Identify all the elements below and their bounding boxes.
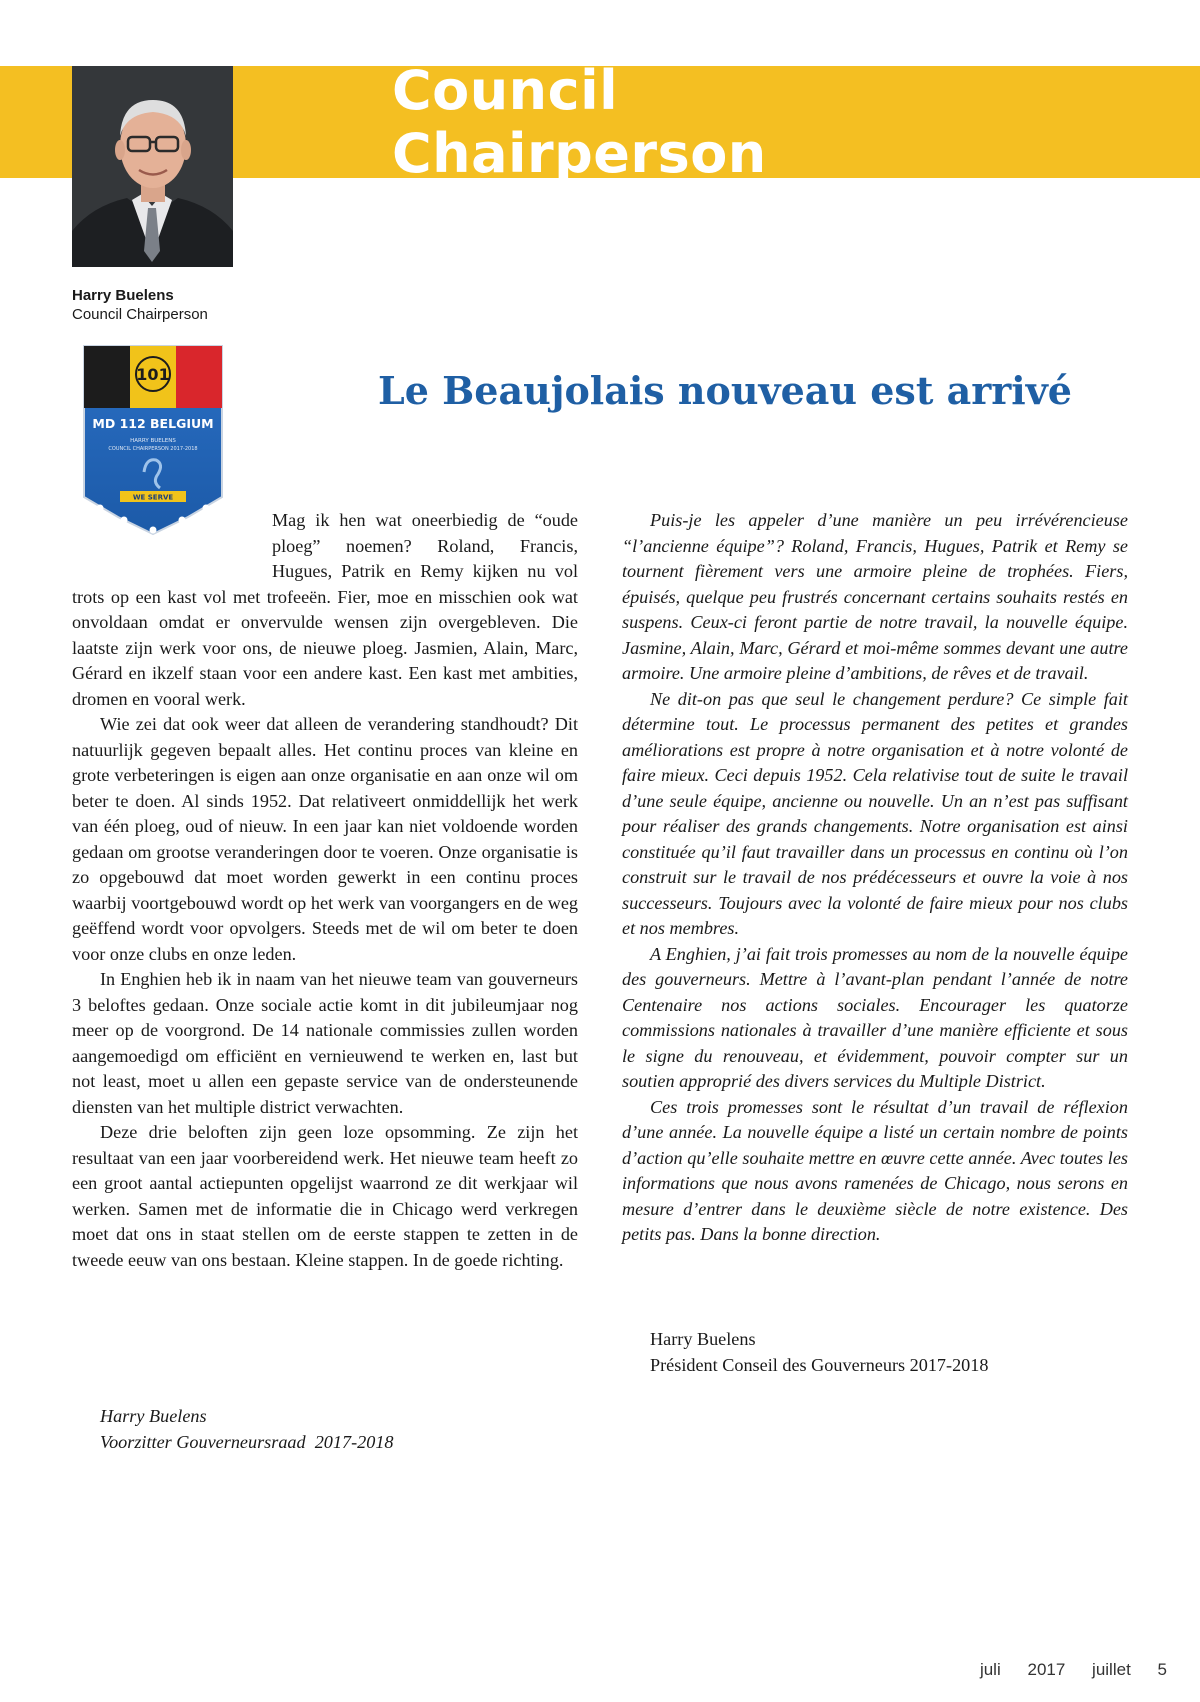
french-paragraph: A Enghien, j’ai fait trois promesses au nom de la nouvelle équipe des gouverneurs. Mettre à l’avant-plan pendant l’année de notre Centenaire nos actions sociales. Encourager les quatorze commissions nationales à travailler d’une manière efficiente et sous le signe du renouveau, et évidemment, pouvoir compter sur un soutien approprié des divers services du Multiple District. [622,943,1128,1091]
dutch-paragraph: In Enghien heb ik in naam van het nieuwe team van gouverneurs 3 beloftes gedaan. Onze sociale actie komt in dit jubileumjaar nog meer op de voorgrond. De 14 nationale commissies zullen worden aangemoedigd om efficiënt en vernieuwend te werken en, last but not least, moet u allen een gepaste service van de ondersteunende diensten van het multiple district verwachten. [72,969,578,1117]
footer-year: 2017 [1027,1660,1066,1679]
french-signature-name: Harry Buelens [650,1329,756,1349]
pennant-line1: MD 112 BELGIUM [92,416,214,431]
dutch-paragraph: Mag ik hen wat oneerbiedig de “oude ploeg” noemen? Roland, Francis, Hugues, Patrik en Remy kijken nu vol trots op een kast vol met trofeeën. Fier, moe en misschien ook wat onvoldaan omdat er onvervulde wensen zijn overgebleven. Die laatste zijn werk voor ons, de nieuwe ploeg. Jasmien, Alain, Marc, Gérard en ikzelf staan voor een andere kast. Een kast met ambities, dromen en vooral werk. [72,510,578,709]
dutch-paragraph: Deze drie beloften zijn geen loze opsomming. Ze zijn het resultaat van een jaar voorbereidend werk. Het nieuwe team heeft zo een groot aantal actiepunten opgelijst waarrond ze dit werkjaar wil werken. Samen met de informatie die in Chicago werd verkregen moet dat ons in staat stellen om de eerste stappen te zetten in de tweede eeuw van ons bestaan. Kleine stappen. In de goede richting. [72,1122,578,1270]
pennant-wrap-space [72,508,272,584]
pennant-emblem: 101 [136,365,170,384]
author-portrait [72,66,233,267]
dutch-signature-title: Voorzitter Gouverneursraad 2017-2018 [100,1432,394,1452]
pennant-line3: COUNCIL CHAIRPERSON 2017-2018 [108,446,198,452]
author-role: Council Chairperson [72,306,208,323]
dutch-signature-name: Harry Buelens [100,1406,207,1426]
portrait-photo [72,66,233,267]
dutch-paragraph: Wie zei dat ook weer dat alleen de verandering standhoudt? Dit natuurlijk gegeven bepaalt alles. Het continu proces van kleine en grote verbeteringen is eigen aan onze organisatie en aan onze wil om beter te doen. Al sinds 1952. Dat relativeert onmiddellijk het werk van één ploeg, oud of nieuw. In een jaar kan niet voldoende worden gedaan om grootse veranderingen door te voeren. Onze organisatie is zo opgebouwd dat moet worden gewerkt in een continu proces waarbij voortgebouwd wordt op het werk van voorgangers en de weg geëffend wordt voor opvolgers. Steeds met de wil om beter te doen voor onze clubs en onze leden. [72,714,578,964]
pennant-motto: WE SERVE [132,493,174,502]
french-paragraph: Puis-je les appeler d’une manière un peu irrévérencieuse “l’ancienne équipe”? Roland, Francis, Hugues, Patrik et Remy se tournent fièrement vers une armoire pleine de trophées. Fiers, épuisés, quelque peu frustrés concernant certains souhaits restés en suspens. Ceux-ci feront partie de notre travail, la nouvelle équipe. Jasmine, Alain, Marc, Gérard et moi-même sommes devant une autre armoire. Une armoire pleine d’ambitions, de rêves et de travail. [622,510,1128,683]
french-column [622,508,1128,1248]
footer-month-nl: juli [979,1660,1001,1679]
dutch-signature [100,1403,394,1455]
footer-month-fr: juillet [1092,1660,1131,1679]
author-name: Harry Buelens [72,287,174,304]
dutch-column [72,508,578,1273]
french-paragraph: Ces trois promesses sont le résultat d’un travail de réflexion d’une année. La nouvelle équipe a listé un certain nombre de points d’action qu’elle souhaite mettre en œuvre cette année. Avec toutes les informations que nous avons ramenées de Chicago, nous serons en mesure d’entrer dans le deuxième siècle de notre existence. Des petits pas. Dans la bonne direction. [622,1096,1128,1244]
french-signature-title: Président Conseil des Gouverneurs 2017-2018 [650,1355,989,1375]
page-footer [958,1660,1167,1680]
french-paragraph: Ne dit-on pas que seul le changement perdure? Ce simple fait détermine tout. Le processus permanent des petites et grandes améliorations est propre à notre organisation et à notre volonté de faire mieux. Ceci depuis 1952. Cela relativise tout de suite le travail d’une seule équipe, ancienne ou nouvelle. Un an n’est pas suffisant pour réaliser des grands changements. Notre organisation est ainsi constituée qu’il faut travailler dans un processus en continu où l’on construit sur le travail de nos prédécesseurs et ouvre la voie à nos successeurs. Toujours avec la volonté de faire mieux pour nos clubs et nos membres. [622,688,1128,938]
author-caption [72,286,332,324]
article-title: Le Beaujolais nouveau est arrivé [378,368,1072,413]
page-number: 5 [1157,1660,1167,1679]
french-signature [650,1326,988,1378]
page-title: Council Chairperson [392,59,767,185]
pennant-line2: HARRY BUELENS [130,438,176,444]
